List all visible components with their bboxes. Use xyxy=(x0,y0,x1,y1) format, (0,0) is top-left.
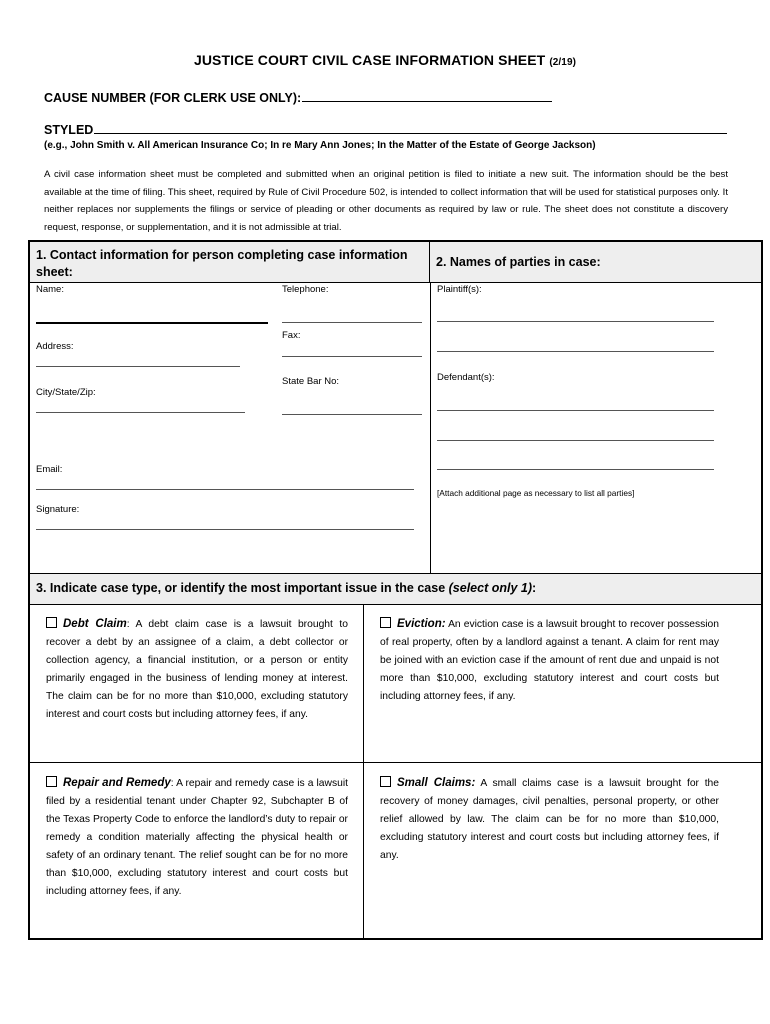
state-bar-label: State Bar No: xyxy=(282,376,340,387)
repair-remedy-title: Repair and Remedy xyxy=(63,777,171,789)
revision-date: (2/19) xyxy=(549,57,577,68)
eviction-title: Eviction: xyxy=(397,618,446,630)
debt-claim-title: Debt Claim xyxy=(63,618,127,630)
telephone-field[interactable] xyxy=(282,322,422,323)
section3-header xyxy=(30,573,761,605)
case-grid-horizontal xyxy=(30,762,761,763)
small-claims-option[interactable] xyxy=(380,774,719,865)
case-grid-vertical xyxy=(363,605,364,940)
city-state-zip-label: City/State/Zip: xyxy=(36,387,96,398)
defendants-label: Defendant(s): xyxy=(437,372,495,383)
section2-header xyxy=(430,242,761,283)
address-field[interactable] xyxy=(36,366,240,367)
debt-claim-checkbox[interactable] xyxy=(46,617,57,628)
cause-number-label: CAUSE NUMBER (FOR CLERK USE ONLY): xyxy=(44,91,302,105)
email-field[interactable] xyxy=(36,489,414,490)
section-divider xyxy=(430,283,431,573)
repair-remedy-option[interactable] xyxy=(46,774,348,901)
small-claims-checkbox[interactable] xyxy=(380,776,391,787)
eviction-text: An eviction case is a lawsuit brought to recover possession of real property, often by a landlord against a tenant. A claim for rent may be joined with an eviction case if the amount of rent due and unpaid is not more than $10,000, excluding statutory interest and court costs but including attorney fees, if any. xyxy=(380,619,719,702)
cause-number-row xyxy=(44,89,552,105)
attach-note: [Attach additional page as necessary to list all parties] xyxy=(437,488,635,498)
plaintiffs-label: Plaintiff(s): xyxy=(437,284,482,295)
styled-label: STYLED xyxy=(44,123,94,137)
intro-paragraph: A civil case information sheet must be completed and submitted when an original petition is filed to initiate a new suit. The information should be the best available at the time of filing. This sheet, required by Rule of Civil Procedure 502, is intended to collect information that will be used for statistical purposes only. It neither replaces nor supplements the filings or service of pleading or other documents as required by law or rule. The sheet does not constitute a discovery request, response, or supplementation, and it is not admissible at trial. xyxy=(44,169,728,233)
debt-claim-option[interactable] xyxy=(46,615,348,724)
title-text: JUSTICE COURT CIVIL CASE INFORMATION SHEET xyxy=(193,52,546,68)
fax-label: Fax: xyxy=(282,330,301,341)
city-state-zip-field[interactable] xyxy=(36,412,245,413)
email-label: Email: xyxy=(36,464,63,475)
signature-label: Signature: xyxy=(36,504,80,515)
plaintiff-field-2[interactable] xyxy=(437,351,714,352)
state-bar-field[interactable] xyxy=(282,414,422,415)
section3-title-tail: : xyxy=(532,581,537,595)
name-label: Name: xyxy=(36,284,64,295)
section3-title-italic: (select only 1) xyxy=(448,581,532,595)
defendant-field-2[interactable] xyxy=(437,440,714,441)
eviction-checkbox[interactable] xyxy=(380,617,391,628)
defendant-field-1[interactable] xyxy=(437,410,714,411)
page-title xyxy=(0,52,770,68)
fax-field[interactable] xyxy=(282,356,422,357)
section1-header xyxy=(30,242,430,283)
section1-title: 1. Contact information for person completing case information sheet: xyxy=(36,248,408,279)
telephone-label: Telephone: xyxy=(282,284,329,295)
name-field[interactable] xyxy=(36,322,268,324)
section3-title-main: 3. Indicate case type, or identify the most important issue in the case xyxy=(36,581,449,595)
signature-field[interactable] xyxy=(36,529,414,530)
defendant-field-3[interactable] xyxy=(437,469,714,470)
eviction-option[interactable] xyxy=(380,615,719,706)
styled-example: (e.g., John Smith v. All American Insurance Co; In re Mary Ann Jones; In the Matter of the Estate of George Jackson) xyxy=(44,140,596,151)
styled-field[interactable] xyxy=(94,121,727,134)
small-claims-title: Small Claims: xyxy=(397,777,476,789)
styled-row xyxy=(44,121,727,137)
small-claims-text: A small claims case is a lawsuit brought for the recovery of money damages, civil penalties, personal property, or other relief allowed by law. The claim can be for no more than $10,000, excluding statutory interest and court costs but including attorney fees, if any. xyxy=(380,778,720,861)
case-form xyxy=(28,240,763,940)
debt-claim-text: : A debt claim case is a lawsuit brought to recover a debt by an assignee of a claim, a debt collector or collection agency, a financial institution, or a person or entity primarily engaged in the business of lending money at interest. The claim can be for no more than $10,000, excluding statutory interest and court costs but including attorney fees, if any. xyxy=(46,619,348,720)
cause-number-field[interactable] xyxy=(302,89,552,102)
section3-title xyxy=(36,580,536,597)
section2-title: 2. Names of parties in case: xyxy=(436,255,601,269)
address-label: Address: xyxy=(36,341,74,352)
plaintiff-field-1[interactable] xyxy=(437,321,714,322)
repair-remedy-text: : A repair and remedy case is a lawsuit filed by a residential tenant under Chapter 92, Subchapter B of the Texas Property Code to enforce the landlord’s duty to repair or remedy a condition materially affecting the physical health or safety of an ordinary tenant. The relief sought can be for no more than $10,000, excluding statutory interest and court costs but including attorney fees, if any. xyxy=(46,778,348,897)
repair-remedy-checkbox[interactable] xyxy=(46,776,57,787)
